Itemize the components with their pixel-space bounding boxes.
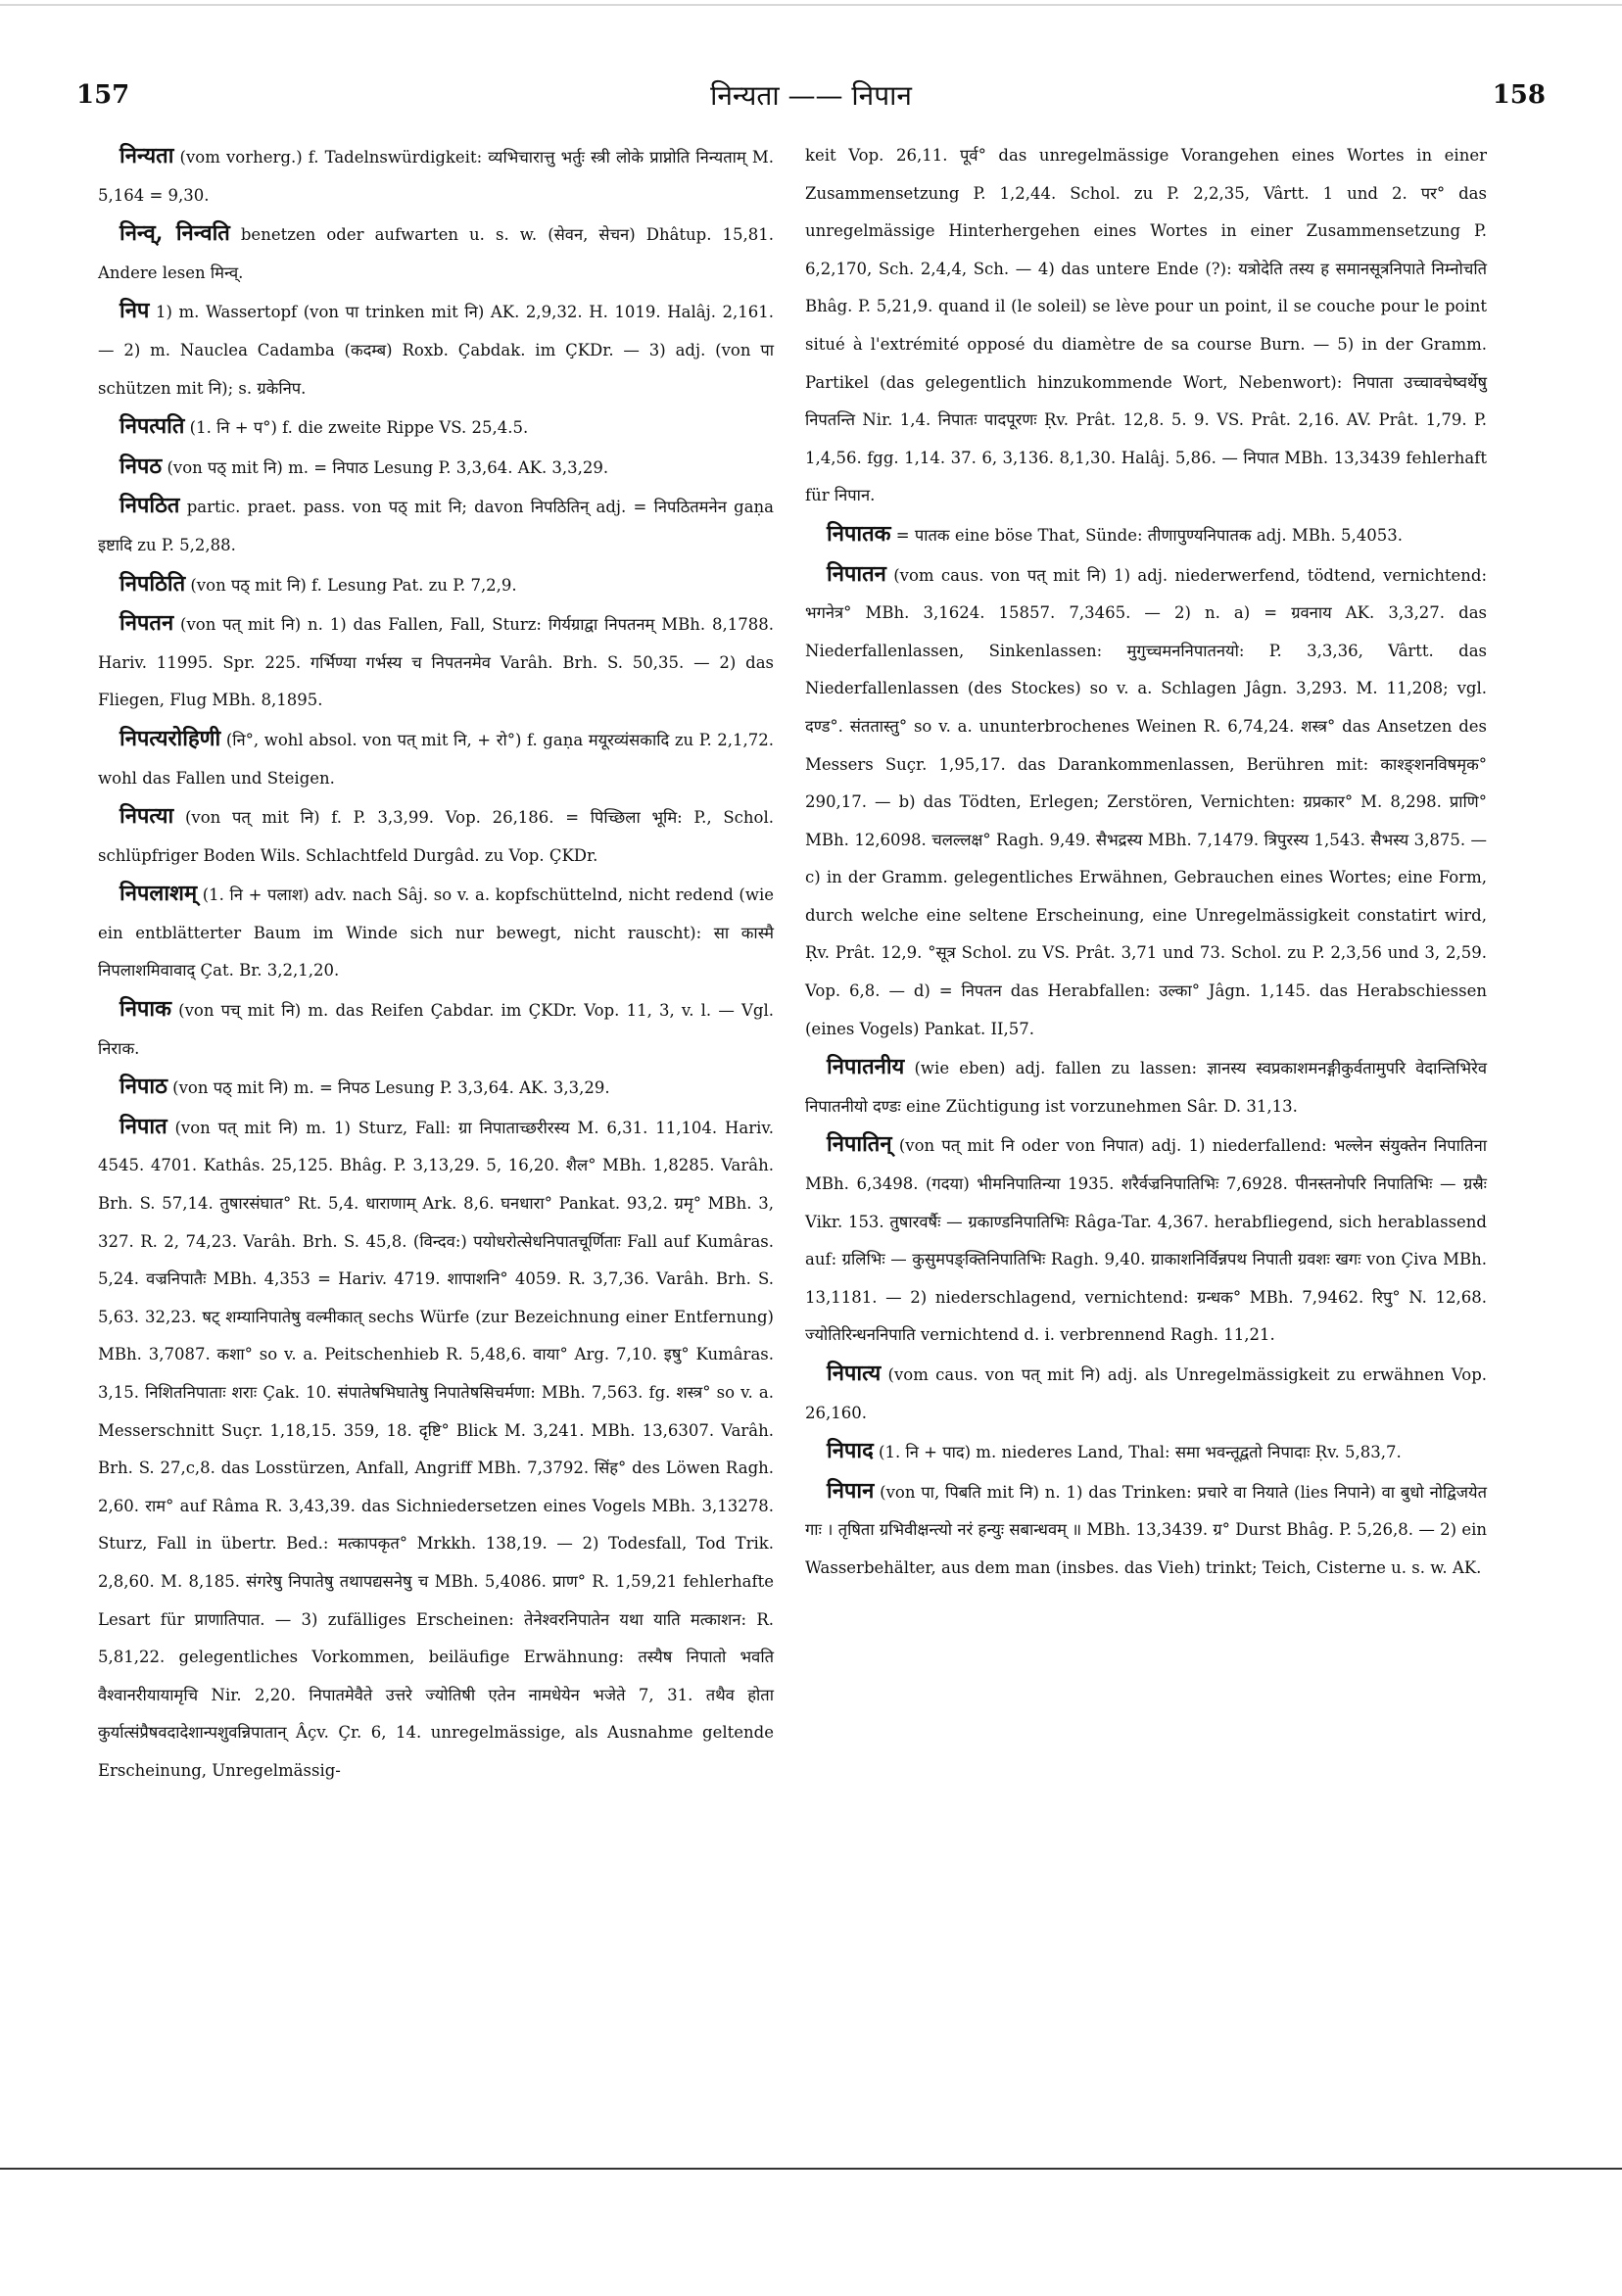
entry-text: (wie eben) adj. fallen zu lassen: ज्ञानस्य स्वप्रकाशमनङ्गीकुर्वतामुपरि वेदान्तिभिरेव निपातनीयो दण्डः eine Züchtigung ist vorzunehmen Sâr. D. 31,13. [805,1059,1487,1116]
dictionary-entry [98,407,774,448]
entry-text: (von पठ् mit नि) m. = निपाठ Lesung P. 3,3,64. AK. 3,3,29. [167,457,609,477]
entry-text: (vom caus. von पत् mit नि) adj. als Unregelmässigkeit zu erwähnen Vop. 26,160. [805,1365,1487,1422]
headword: निपत्पति [119,413,185,440]
dictionary-entry [805,555,1487,1049]
dictionary-entry [98,292,774,407]
dictionary-entry [98,720,774,797]
headword: निपलाशम् [119,881,198,907]
page-number-left: 157 [76,80,130,110]
entry-text: (von पत् mit नि) n. 1) das Fallen, Fall, Sturz: गिर्यग्राद्वा निपतनम् MBh. 8,1788. Hariv. 11995. Spr. 225. गर्भिण्या गर्भस्य च निपतनमेव Varâh. Brh. S. 50,35. — 2) das Fliegen, Flug MBh. 8,1895. [98,615,774,710]
headword: निपत्या [119,803,174,830]
entry-text: (1. नि + पाद) m. niederes Land, Thal: समा भवन्तूद्वतो निपादाः Ṛv. 5,83,7. [879,1443,1402,1462]
entry-text: 1) m. Wassertopf (von पा trinken mit नि) AK. 2,9,32. H. 1019. Halâj. 2,161. — 2) m. Nauclea Cadamba (कदम्ब) Roxb. Çabdak. im ÇKDr. — 3) adj. (von पा schützen mit नि); s. ग्रकेनिप. [98,303,774,398]
entry-text: (von पत् mit नि) f. P. 3,3,99. Vop. 26,186. = पिच्छिला भूमि: P., Schol. schlüpfriger Boden Wils. Schlachtfeld Durgâd. zu Vop. ÇKDr. [98,808,774,865]
headword: निपठ [119,453,163,479]
headword: निपात्य [827,1361,882,1386]
entry-text: (vom vorherg.) f. Tadelnswürdigkeit: व्यभिचारात्तु भर्तुः स्त्री लोके प्राप्नोति निन्यताम् M. 5,164 = 9,30. [98,148,774,205]
dictionary-entry [98,797,774,875]
entry-text: (von पत् mit नि oder von निपात) adj. 1) niederfallend: भल्लेन संयुक्तेन निपातिना MBh. 6,3498. (गदया) भीमनिपातिन्या 1935. शरैर्वज्रनिपातिभिः 7,6928. पीनस्तनोपरि निपातिभिः — ग्रस्रैः Vikr. 153. तुषारवर्षैः — ग्रकाण्डनिपातिभिः Râga-Tar. 4,367. herabfliegend, sich herablassend auf: ग्रलिभिः — कुसुमपङ्क्तिनिपातिभिः Ragh. 9,40. ग्राकाशनिर्विन्नपथ निपाती ग्रवशः खगः von Çiva MBh. 13,1181. — 2) niederschlagend, vernichtend: ग्रन्धक° MBh. 7,9462. रिपु° N. 12,68. ज्योतिरिन्धननिपाति vernichtend d. i. verbrennend Ragh. 11,21. [805,1136,1487,1345]
dictionary-entry [98,1068,774,1108]
entry-text: (नि°, wohl absol. von पत् mit नि, + रो°) f. gaṇa मयूरव्यंसकादि zu P. 2,1,72. wohl das Fallen und Steigen. [98,730,774,788]
entry-text: (von पा, पिबति mit नि) n. 1) das Trinken: प्रचारे वा नियाते (lies निपाने) वा बुधो नोद्विजयेत गाः । तृषिता ग्रभिवीक्षन्त्यो नरं हन्युः सबान्धवम् ॥ MBh. 13,3439. ग्र° Durst Bhâg. P. 5,26,8. — 2) ein Wasserbehälter, aus dem man (insbes. das Vieh) trinkt; Teich, Cisterne u. s. w. AK. [805,1482,1487,1577]
top-edge-line [0,4,1622,6]
headword: निपान [827,1477,875,1504]
entry-text: partic. praet. pass. von पठ् mit नि; davon निपठितिन् adj. = निपठितमनेन gaṇa इष्टादि zu P. 5,2,88. [98,498,774,554]
dictionary-entry [98,137,774,215]
headword: निपाठ [119,1074,167,1100]
dictionary-entry [805,1355,1487,1432]
dictionary-entry [98,565,774,605]
headword: निपाद [827,1438,874,1464]
headword: निपठित [119,493,180,519]
running-head: निन्यता —— निपान [710,79,912,112]
entry-text: (von पत् mit नि) m. 1) Sturz, Fall: ग्रा निपाताच्छरीरस्य M. 6,31. 11,104. Hariv. 4545. 4701. Kathâs. 25,125. Bhâg. P. 3,13,29. 5, 16,20. शैल° MBh. 1,8285. Varâh. Brh. S. 57,14. तुषारसंघात° Rt. 5,4. धाराणाम् Ark. 8,6. घनधारा° Pankat. 93,2. ग्रमृ° MBh. 3, 327. R. 2, 74,23. Varâh. Brh. S. 45,8. (विन्दव:) पयोधरोत्सेधनिपातचूर्णिताः Fall auf Kumâras. 5,24. वज्रनिपातैः MBh. 4,353 = Hariv. 4719. शापाशनि° 4059. R. 3,7,36. Varâh. Brh. S. 5,63. 32,23. षट् शम्यानिपातेषु वल्मीकात् sechs Würfe (zur Bezeichnung einer Entfernung) MBh. 3,7087. कशा° so v. a. Peitschenhieb R. 5,48,6. वाया° Arg. 7,10. इषु° Kumâras. 3,15. निशितनिपाताः शराः Çak. 10. संपातेषभिघातेषु निपातेषसिचर्मणा: MBh. 7,563. fg. शस्त्र° so v. a. Messerschnitt Suçr. 1,18,15. 359, 18. दृष्टि° Blick M. 3,241. MBh. 13,6307. Varâh. Brh. S. 27,c,8. das Losstürzen, Anfall, Angriff MBh. 7,3792. सिंह° des Löwen Ragh. 2,60. राम° auf Râma R. 3,43,39. das Sichniedersetzen eines Vogels MBh. 3,13278. Sturz, Fall in übertr. Bed.: मत्कापकृत° Mrkkh. 138,19. — 2) Todesfall, Tod Trik. 2,8,60. M. 8,185. संगरेषु निपातेषु तथापद्यसनेषु च MBh. 5,4086. प्राण° R. 1,59,21 fehlerhafte Lesart für प्राणातिपात. — 3) zufälliges Erscheinen: तेनेश्वरनिपातेन यथा याति मत्काशन: R. 5,81,22. gelegentliches Vorkommen, beiläufige Erwähnung: तस्यैष निपातो भवति वैश्वानरीयायामृचि Nir. 2,20. निपातमेवैते उत्तरे ज्योतिषी एतेन नामधेयेन भजेते 7, 31. तथैव होता कुर्यात्संप्रैषवदादेशान्पशुवन्निपातान् Âçv. Çr. 6, 14. unregelmässige, als Ausnahme geltende Erscheinung, Unregelmässig- [98,1118,774,1780]
dictionary-entry [805,1472,1487,1588]
dictionary-entry [98,448,774,488]
dictionary-entry [805,515,1487,555]
page-number-right: 158 [1492,80,1546,110]
entry-text: (1. नि + पलाश) adv. nach Sâj. so v. a. kopfschüttelnd, nicht redend (wie ein entblätterter Baum im Winde sich nur bewegt, nicht rauscht): सा कास्मै निपलाशमिवावाद् Çat. Br. 3,2,1,20. [98,885,774,981]
headword: निपठिति [119,570,186,597]
headword: निपत्यरोहिणी [119,725,221,751]
right-column [805,137,1487,1588]
dictionary-entry [98,487,774,564]
entry-text: (von पच् mit नि) m. das Reifen Çabdar. im ÇKDr. Vop. 11, 3, v. l. — Vgl. निराक. [98,1001,775,1058]
headword: निपातन [827,560,886,587]
bottom-rule [0,2168,1622,2170]
entry-text: (von पठ् mit नि) m. = निपठ Lesung P. 3,3,64. AK. 3,3,29. [172,1078,610,1098]
headword: निपाक [119,996,171,1023]
dictionary-entry [98,604,774,720]
headword: निन्व्, निन्वति [119,220,230,247]
dictionary-entry [98,215,774,292]
headword: निन्यता [119,143,174,168]
headword: निपातक [827,520,891,547]
headword: निपातनीय [827,1054,905,1080]
dictionary-entry-continued [805,137,1487,515]
headword: निप [119,298,150,324]
entry-text: keit Vop. 26,11. पूर्व° das unregelmässige Vorangehen eines Wortes in einer Zusammensetzung P. 1,2,44. Schol. zu P. 2,2,35, Vârtt. 1 und 2. पर° das unregelmässige Hinterhergehen eines Wortes in einer Zusammensetzung P. 6,2,170, Sch. 2,4,4, Sch. — 4) das untere Ende (?): यत्रोदेति तस्य ह समानसूत्रनिपाते निम्नोचति Bhâg. P. 5,21,9. quand il (le soleil) se lève pour un point, il se couche pour le point situé à l'extrémité opposé du diamètre de sa course Burn. — 5) in der Gramm. Partikel (das gelegentlich hinzukommende Wort, Nebenwort): निपाता उच्चावचेष्वर्थेषु निपतन्ति Nir. 1,4. निपातः पादपूरणः Ṛv. Prât. 12,8. 5. 9. VS. Prât. 2,16. AV. Prât. 1,79. P. 1,4,56. fgg. 1,14. 37. 6, 3,136. 8,1,30. Halâj. 5,86. — निपात MBh. 13,3439 fehlerhaft für निपान. [805,146,1487,505]
entry-text: (von पठ् mit नि) f. Lesung Pat. zu P. 7,2,9. [190,575,517,595]
dictionary-entry [98,875,774,990]
entry-text: (1. नि + प°) f. die zweite Rippe VS. 25,4.5. [189,418,529,438]
entry-text: (vom caus. von पत् mit नि) 1) adj. niederwerfend, tödtend, vernichtend: भगनेत्र° MBh. 3,1624. 15857. 7,3465. — 2) n. a) = ग्रवनाय AK. 3,3,27. das Niederfallenlassen, Sinkenlassen: मुगुच्चमननिपातनयो: P. 3,3,36, Vârtt. das Niederfallenlassen (des Stockes) so v. a. Schlagen Jâgn. 3,293. M. 11,208; vgl. दण्ड°. संततास्तु° so v. a. ununterbrochenes Weinen R. 6,74,24. शस्त्र° das Ansetzen des Messers Suçr. 1,95,17. das Darankommenlassen, Berühren mit: काश्ङ्शनविषमृक° 290,17. — b) das Tödten, Erlegen; Zerstören, Vernichten: ग्रप्रकार° M. 8,298. प्राणि° MBh. 12,6098. चलल्लक्ष° Ragh. 9,49. सैभद्रस्य MBh. 7,1479. त्रिपुरस्य 1,543. सैभस्य 3,875. — c) in der Gramm. gelegentliches Erwähnen, Gebrauchen eines Wortes; eine Form, durch welche eine seltene Erscheinung, eine Unregelmässigkeit constatirt wird, Ṛv. Prât. 12,9. °सूत्र Schol. zu VS. Prât. 3,71 und 73. Schol. zu P. 2,3,56 und 3, 2,59. Vop. 6,8. — d) = निपतन das Herabfallen: उल्का° Jâgn. 1,145. das Herabschiessen (eines Vogels) Pankat. II,57. [805,565,1488,1038]
left-column [98,137,774,1791]
headword: निपात [119,1113,167,1139]
dictionary-entry [98,1108,774,1791]
headword: निपातिन् [827,1131,892,1158]
dictionary-entry [98,990,774,1068]
entry-text: benetzen oder aufwarten u. s. w. (सेवन, सेचन) Dhâtup. 15,81. Andere lesen मिन्व्. [98,225,775,282]
page-header [76,80,1546,120]
headword: निपतन [119,610,174,637]
entry-text: = पातक eine böse That, Sünde: तीणापुण्यनिपातक adj. MBh. 5,4053. [895,525,1403,545]
dictionary-entry [805,1125,1487,1355]
dictionary-entry [805,1432,1487,1472]
dictionary-entry [805,1048,1487,1125]
